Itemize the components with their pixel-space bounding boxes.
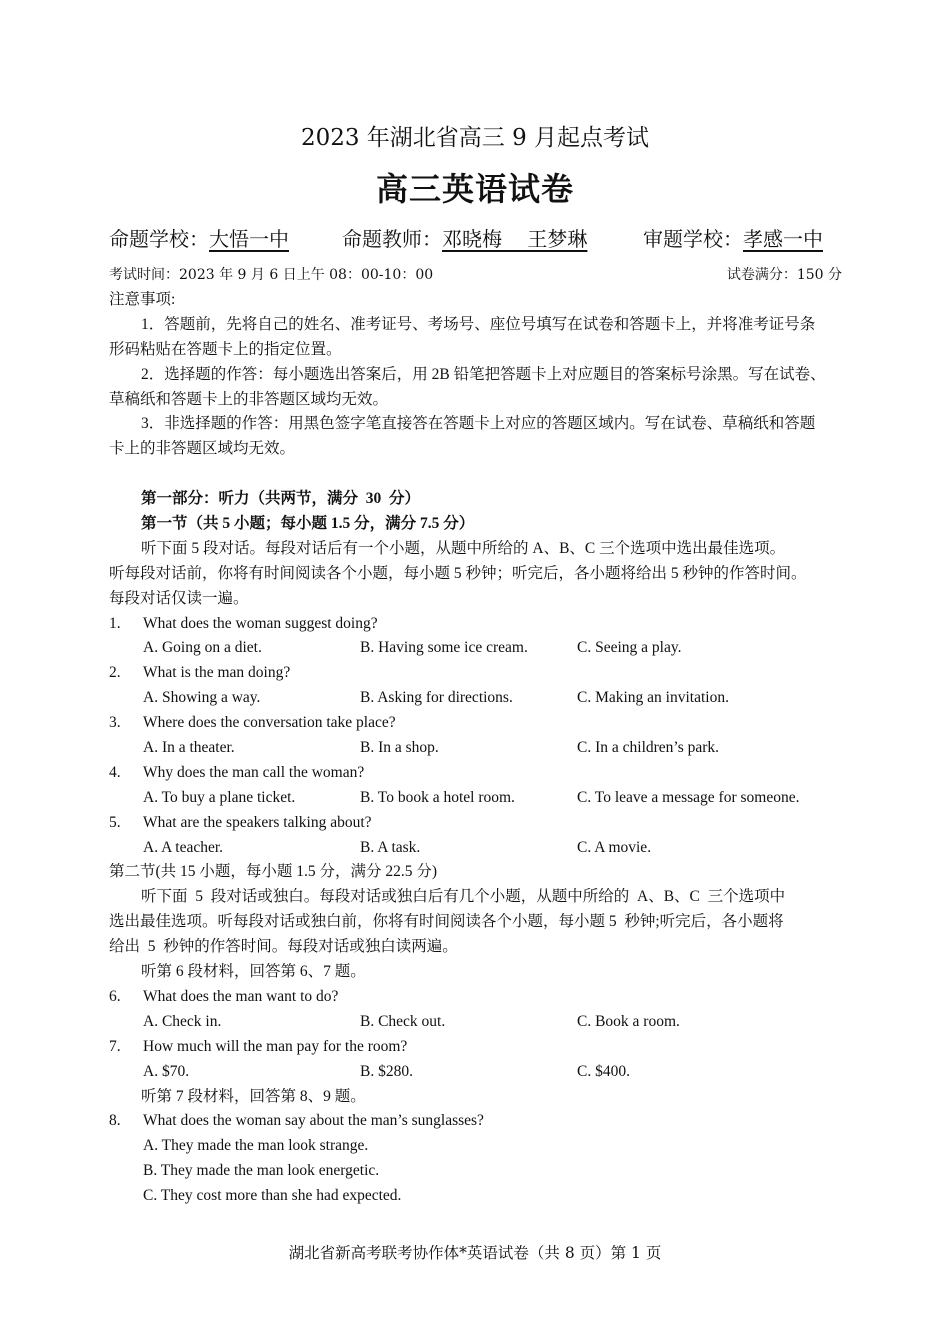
note-line: 3．非选择题的作答：用黑色签字笔直接答在答题卡上对应的答题区域内。写在试卷、草稿纸和答题 <box>141 415 816 433</box>
exam-time: 考试时间：2023 年 9 月 6 日上午 08：00-10：00 <box>109 267 434 283</box>
option-b: B. Having some ice cream. <box>360 639 528 657</box>
note-line: 2．选择题的作答：每小题选出答案后，用 2B 铅笔把答题卡上对应题目的答案标号涂黑。写在试卷、 <box>141 365 826 383</box>
school-credit <box>109 224 289 254</box>
question-options <box>109 1060 842 1085</box>
option-c: C. In a children’s park. <box>577 739 720 757</box>
question-stem <box>109 811 842 836</box>
teacher-credit <box>342 224 587 254</box>
option-a: A. In a theater. <box>143 739 235 757</box>
option-a: A. A teacher. <box>143 838 224 856</box>
teacher-value: 邓晓梅 王梦琳 <box>442 227 588 251</box>
note-line: 草稿纸和答题卡上的非答题区域均无效。 <box>109 390 389 408</box>
question-text: What does the woman say about the man’s sunglasses? <box>143 1112 484 1130</box>
question-number: 3. <box>109 714 121 732</box>
section2-instruction: 选出最佳选项。听每段对话或独白前，你将有时间阅读各个小题，每小题 5 秒钟;听完后，各小题将 <box>109 913 784 931</box>
section1-instruction: 每段对话仅读一遍。 <box>109 589 249 607</box>
option-a: A. Check in. <box>143 1012 222 1030</box>
question-text: What does the man want to do? <box>143 987 339 1005</box>
section1-instruction: 听每段对话前，你将有时间阅读各个小题，每小题 5 秒钟；听完后，各小题将给出 5 秒钟的作答时间。 <box>109 564 807 582</box>
question-number: 8. <box>109 1112 121 1130</box>
full-score: 试卷满分：150 分 <box>726 267 842 283</box>
option-b: B. To book a hotel room. <box>360 788 515 806</box>
option-c: C. Seeing a play. <box>577 639 682 657</box>
question-options <box>109 736 842 761</box>
section2-instruction: 给出 5 秒钟的作答时间。每段对话或独白读两遍。 <box>109 938 458 956</box>
part1-heading: 第一部分：听力（共两节，满分 30 分） <box>141 490 421 508</box>
question-text: Why does the man call the woman? <box>143 763 365 781</box>
option-b: B. Asking for directions. <box>360 689 513 707</box>
exam-meta <box>109 264 842 286</box>
note-line: 形码粘贴在答题卡上的指定位置。 <box>109 340 342 358</box>
option-b: B. A task. <box>360 838 421 856</box>
question-stem <box>109 1035 842 1060</box>
option-a: A. To buy a plane ticket. <box>143 788 296 806</box>
question-option-row <box>109 1134 842 1159</box>
section1-heading: 第一节（共 5 小题；每小题 1.5 分，满分 7.5 分） <box>141 515 475 533</box>
section1-instruction: 听下面 5 段对话。每段对话后有一个小题，从题中所给的 A、B、C 三个选项中选出最佳选项。 <box>141 539 786 557</box>
question-options <box>109 1010 842 1035</box>
school-value: 大悟一中 <box>209 227 289 251</box>
page-footer: 湖北省新高考联考协作体*英语试卷（共 8 页）第 1 页 <box>288 1244 662 1262</box>
note-line: 卡上的非答题区域均无效。 <box>109 440 296 458</box>
question-text: What is the man doing? <box>143 664 291 682</box>
option-a: A. $70. <box>143 1062 190 1080</box>
review-label: 审题学校： <box>643 227 743 251</box>
question-stem <box>109 1109 842 1134</box>
note-line: 1．答题前，先将自己的姓名、准考证号、考场号、座位号填写在试卷和答题卡上，并将准考证号条 <box>141 315 816 333</box>
option-b: B. In a shop. <box>360 739 439 757</box>
section2-instruction: 听下面 5 段对话或独白。每段对话或独白后有几个小题，从题中所给的 A、B、C 三个选项中 <box>141 888 786 906</box>
option-a: A. Going on a diet. <box>143 639 262 657</box>
question-text: How much will the man pay for the room? <box>143 1037 408 1055</box>
question-option-row <box>109 1159 842 1184</box>
material-instruction: 听第 6 段材料，回答第 6、7 题。 <box>141 963 366 981</box>
option-a: A. They made the man look strange. <box>143 1137 369 1155</box>
question-stem <box>109 711 842 736</box>
option-a: A. Showing a way. <box>143 689 261 707</box>
option-b: B. $280. <box>360 1062 413 1080</box>
question-options <box>109 786 842 811</box>
question-text: Where does the conversation take place? <box>143 714 396 732</box>
teacher-label: 命题教师： <box>342 227 442 251</box>
question-number: 2. <box>109 664 121 682</box>
question-number: 4. <box>109 763 121 781</box>
question-options <box>109 636 842 661</box>
spacer <box>109 462 842 487</box>
review-credit <box>643 224 823 254</box>
exam-content <box>109 288 842 1209</box>
question-number: 1. <box>109 614 121 632</box>
question-text: What does the woman suggest doing? <box>143 614 378 632</box>
question-options <box>109 836 842 861</box>
exam-title: 2023 年湖北省高三 9 月起点考试 <box>300 125 650 151</box>
option-c: C. To leave a message for someone. <box>577 788 800 806</box>
question-number: 7. <box>109 1037 121 1055</box>
question-options <box>109 686 842 711</box>
section2-heading: 第二节(共 15 小题，每小题 1.5 分，满分 22.5 分) <box>109 863 438 881</box>
question-number: 5. <box>109 813 121 831</box>
school-label: 命题学校： <box>109 227 209 251</box>
question-text: What are the speakers talking about? <box>143 813 372 831</box>
question-option-row <box>109 1184 842 1209</box>
option-c: C. Book a room. <box>577 1012 680 1030</box>
option-b: B. Check out. <box>360 1012 446 1030</box>
option-c: C. Making an invitation. <box>577 689 729 707</box>
question-stem <box>109 761 842 786</box>
question-number: 6. <box>109 987 121 1005</box>
notes-heading: 注意事项: <box>109 291 176 308</box>
question-stem <box>109 661 842 686</box>
review-value: 孝感一中 <box>743 227 823 251</box>
option-c: C. A movie. <box>577 838 652 856</box>
question-stem <box>109 985 842 1010</box>
option-c: C. They cost more than she had expected. <box>143 1187 402 1205</box>
paper-title: 高三英语试卷 <box>375 170 574 208</box>
question-stem <box>109 612 842 637</box>
option-b: B. They made the man look energetic. <box>143 1162 380 1180</box>
option-c: C. $400. <box>577 1062 630 1080</box>
material-instruction: 听第 7 段材料，回答第 8、9 题。 <box>141 1087 366 1105</box>
